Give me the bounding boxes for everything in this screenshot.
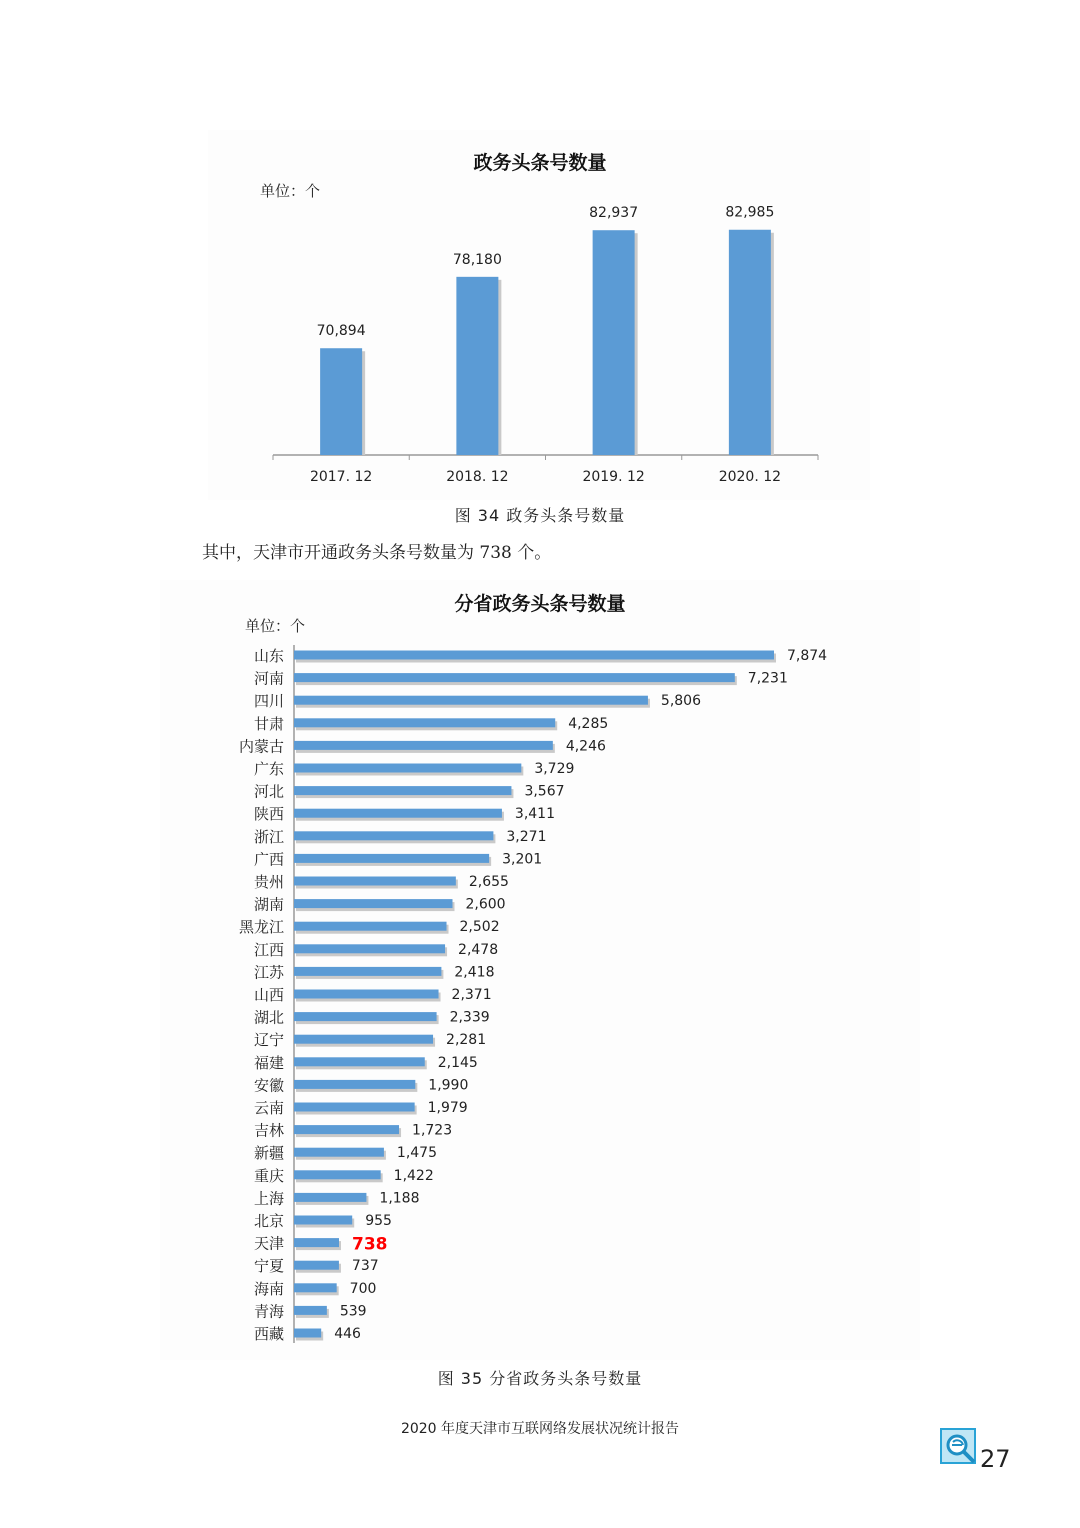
magnifier-logo-icon <box>940 1428 978 1466</box>
chart2-value-label: 539 <box>339 1303 367 1320</box>
chart2-bar <box>294 899 452 908</box>
body-paragraph: 其中，天津市开通政务头条号数量为 738 个。 <box>202 543 552 563</box>
chart1-bar <box>320 348 362 455</box>
chart2-bar <box>294 922 447 931</box>
chart2-bar <box>294 1148 384 1157</box>
chart2-bar <box>294 651 774 660</box>
chart2-bar <box>294 764 521 773</box>
chart2-value-label: 2,600 <box>465 896 506 913</box>
chart1-x-tick-label: 2017. 12 <box>309 469 373 485</box>
chart1-bar <box>456 277 498 455</box>
chart2-value-label: 1,188 <box>379 1190 420 1207</box>
chart2-value-label: 2,371 <box>451 987 492 1003</box>
footer-report-title: 2020 年度天津市互联网络发展状况统计报告 <box>400 1421 680 1437</box>
chart2-y-tick-label: 重庆 <box>253 1166 284 1185</box>
chart2-y-tick-label: 湖北 <box>253 1008 284 1027</box>
chart2-bar <box>294 1012 437 1021</box>
chart2-bar <box>294 1216 352 1225</box>
chart2-bar <box>294 673 735 682</box>
chart2-y-tick-label: 陕西 <box>253 805 284 824</box>
chart2-bar <box>294 1035 433 1044</box>
chart2-value-label: 7,231 <box>747 670 788 687</box>
chart2-unit-label: 单位：个 <box>245 617 306 635</box>
chart1-svg <box>0 0 1080 500</box>
chart2-y-tick-label: 安徽 <box>253 1076 284 1095</box>
chart2-y-tick-label: 黑龙江 <box>238 918 284 937</box>
chart2-bar <box>294 1125 399 1134</box>
chart2-y-tick-label: 广西 <box>253 850 284 869</box>
chart2-y-tick-label: 北京 <box>253 1212 284 1230</box>
chart2-caption: 图 35 分省政务头条号数量 <box>437 1369 643 1388</box>
chart1-caption: 图 34 政务头条号数量 <box>454 506 626 525</box>
chart2-y-tick-label: 浙江 <box>253 827 284 846</box>
chart2-y-tick-label: 福建 <box>253 1053 284 1072</box>
chart2-y-tick-label: 贵州 <box>253 873 284 891</box>
chart2-value-label: 3,201 <box>502 851 543 868</box>
chart2-value-label: 2,502 <box>459 919 500 936</box>
chart1-value-label: 78,180 <box>452 251 502 268</box>
chart2-y-tick-label: 山东 <box>253 647 284 665</box>
chart2-bar <box>294 809 502 818</box>
chart2-bar <box>294 990 439 999</box>
chart2-bar <box>294 696 648 705</box>
chart2-value-label: 1,979 <box>427 1100 468 1116</box>
chart2-bar <box>294 718 555 727</box>
chart1-unit-label: 单位：个 <box>260 182 321 200</box>
chart2-bar <box>294 877 456 886</box>
chart2-bar <box>294 854 489 863</box>
chart2-value-label: 1,990 <box>428 1077 469 1094</box>
chart2-y-tick-label: 甘肃 <box>253 714 284 733</box>
chart2-bar <box>294 1057 425 1066</box>
chart2-bar <box>294 967 441 976</box>
chart2-value-label: 2,655 <box>468 874 509 890</box>
chart2-value-label: 7,874 <box>787 648 828 664</box>
chart2-value-label: 1,723 <box>412 1122 453 1139</box>
chart2-value-label: 3,271 <box>506 828 547 845</box>
chart2-bar <box>294 944 445 953</box>
chart2-y-tick-label: 云南 <box>253 1099 284 1117</box>
chart2-value-label: 2,145 <box>437 1054 478 1071</box>
chart2-bar <box>294 786 511 795</box>
chart2-title: 分省政务头条号数量 <box>454 593 626 615</box>
chart2-bar <box>294 1261 339 1270</box>
chart1-x-tick-label: 2018. 12 <box>446 469 509 485</box>
chart2-value-label: 955 <box>365 1213 392 1229</box>
chart2-value-label: 2,339 <box>449 1009 490 1026</box>
chart2-value-label: 700 <box>349 1280 377 1297</box>
chart1-title: 政务头条号数量 <box>473 152 607 174</box>
chart2-y-tick-label: 河北 <box>253 782 284 801</box>
chart2-y-tick-label: 山西 <box>253 986 284 1004</box>
chart1-value-label: 82,985 <box>725 204 775 221</box>
chart2-bar <box>294 1080 415 1089</box>
chart2-y-tick-label: 青海 <box>253 1302 284 1321</box>
chart2-value-label: 3,729 <box>534 761 575 777</box>
chart2-y-tick-label: 海南 <box>253 1279 284 1298</box>
chart2-value-label: 1,422 <box>393 1167 434 1184</box>
chart2-y-tick-label: 新疆 <box>253 1144 284 1163</box>
chart2-bar <box>294 1103 415 1112</box>
chart1-x-tick-label: 2019. 12 <box>582 469 645 485</box>
chart2-value-label: 4,246 <box>565 738 606 755</box>
chart2-value-label: 737 <box>351 1258 379 1275</box>
chart2-bar <box>294 1306 327 1315</box>
chart2-y-tick-label: 江西 <box>253 940 284 959</box>
chart2-value-label-highlight: 738 <box>351 1234 388 1255</box>
chart2-y-tick-label: 河南 <box>253 669 284 688</box>
chart2-y-tick-label: 广东 <box>253 760 284 778</box>
page-number: 27 <box>980 1445 1011 1473</box>
chart2-y-tick-label: 江苏 <box>253 963 284 982</box>
chart2-value-label: 2,418 <box>454 964 495 981</box>
chart2-y-tick-label: 西藏 <box>253 1325 284 1343</box>
chart2-value-label: 2,281 <box>446 1032 487 1049</box>
chart1-bar <box>729 230 771 455</box>
chart2-y-tick-label: 湖南 <box>253 895 284 914</box>
chart2-value-label: 4,285 <box>568 715 609 732</box>
chart1-value-label: 70,894 <box>316 323 366 340</box>
chart2-value-label: 446 <box>334 1326 361 1342</box>
chart2-bar <box>294 1238 339 1247</box>
chart2-value-label: 5,806 <box>660 693 702 710</box>
chart1-x-tick-label: 2020. 12 <box>718 469 782 485</box>
chart2-y-tick-label: 四川 <box>253 692 284 711</box>
chart1-bar <box>593 230 635 455</box>
chart2-value-label: 3,567 <box>524 783 565 800</box>
chart2-bar <box>294 1193 366 1202</box>
chart2-svg <box>0 640 1080 1350</box>
chart2-y-tick-label: 天津 <box>253 1234 284 1253</box>
chart2-y-tick-label: 辽宁 <box>253 1031 284 1050</box>
chart2-y-tick-label: 宁夏 <box>253 1257 284 1276</box>
chart2-bar <box>294 1283 337 1292</box>
chart2-value-label: 2,478 <box>458 941 499 958</box>
chart2-y-tick-label: 内蒙古 <box>238 737 284 756</box>
chart2-value-label: 1,475 <box>396 1145 438 1162</box>
chart2-bar <box>294 1170 381 1179</box>
chart2-bar <box>294 831 493 840</box>
chart1-value-label: 82,937 <box>589 205 639 222</box>
chart2-bar <box>294 1329 321 1338</box>
chart2-y-tick-label: 吉林 <box>253 1121 284 1140</box>
chart2-value-label: 3,411 <box>514 806 556 823</box>
chart2-bar <box>294 741 553 750</box>
chart2-y-tick-label: 上海 <box>253 1189 284 1208</box>
